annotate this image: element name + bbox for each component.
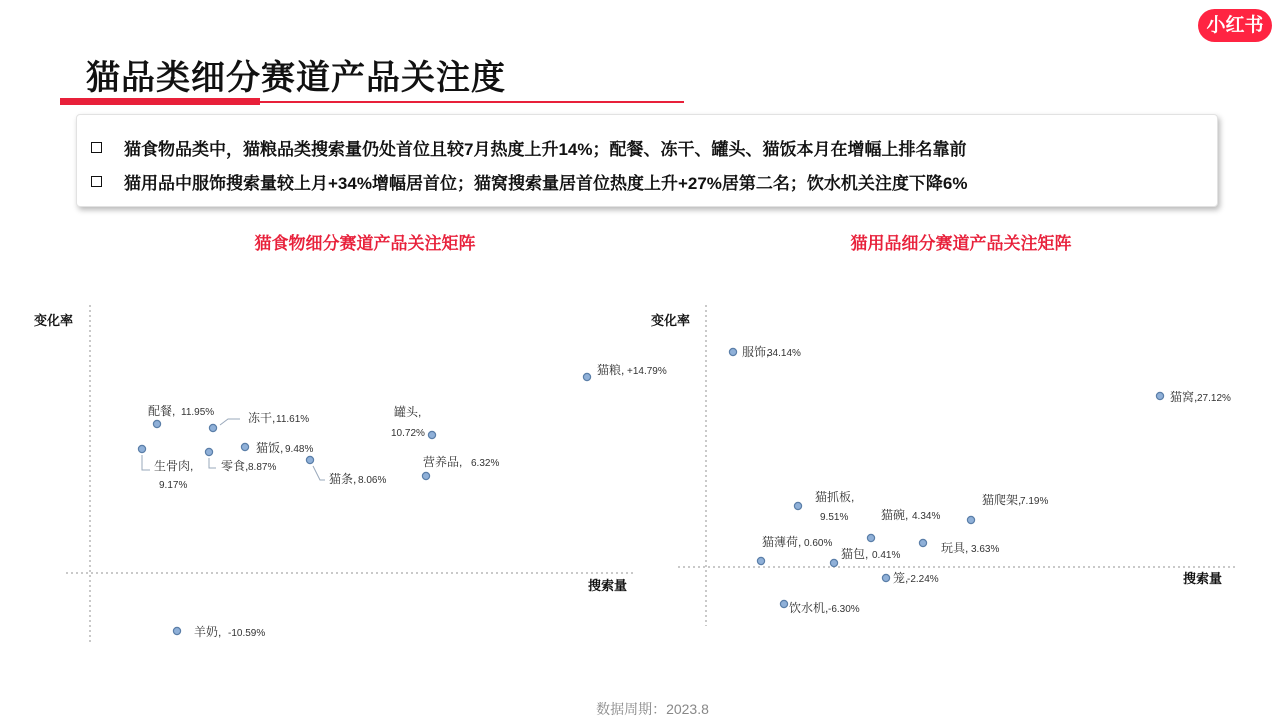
- xiaohongshu-logo: 小红书: [1198, 9, 1272, 42]
- point-value-label: 0.60%: [804, 538, 833, 549]
- data-point: [153, 420, 160, 427]
- x-axis-label: 搜索量: [1183, 571, 1223, 586]
- point-label: 玩具,: [941, 541, 969, 555]
- supplies-points: [729, 344, 1231, 615]
- point-label: 罐头,: [394, 405, 422, 419]
- point-label: 饮水机,: [789, 601, 829, 615]
- data-point: [241, 443, 248, 450]
- point-value-label: 7.19%: [1020, 496, 1049, 507]
- data-point: [138, 445, 145, 452]
- data-period-footer: 数据周期：2023.8: [596, 701, 709, 717]
- data-point: [794, 502, 801, 509]
- x-axis-label: 搜索量: [588, 578, 628, 593]
- data-point: [1156, 392, 1163, 399]
- point-label: 猫碗,: [881, 508, 909, 522]
- leader-line: [209, 458, 216, 468]
- data-point: [583, 373, 590, 380]
- point-label: 羊奶,: [194, 625, 222, 639]
- leader-line: [142, 455, 150, 470]
- y-axis-label: 变化率: [651, 313, 691, 328]
- point-value-label: 11.95%: [181, 407, 215, 418]
- point-value-label: 0.41%: [872, 550, 901, 561]
- food-chart: [34, 305, 667, 643]
- point-label: 猫窝,: [1170, 390, 1198, 404]
- point-label: 猫粮,: [597, 363, 625, 377]
- point-label: 配餐,: [148, 404, 176, 418]
- point-value-label: 34.14%: [767, 348, 801, 359]
- leader-line: [220, 419, 240, 425]
- summary-text: 猫用品中服饰搜索量较上月+34%增幅居首位；猫窝搜索量居首位热度上升+27%居第二名；饮水机关注度下降6%: [124, 174, 968, 193]
- point-label: 猫包,: [841, 547, 869, 561]
- point-value-label: 10.72%: [391, 428, 425, 439]
- supplies-chart-title: 猫用品细分赛道产品关注矩阵: [850, 234, 1072, 253]
- data-point: [882, 574, 889, 581]
- point-label: 营养品,: [423, 455, 463, 469]
- point-value-label: 4.34%: [912, 511, 941, 522]
- point-value-label: 6.32%: [471, 458, 500, 469]
- point-label: 猫饭,: [256, 441, 284, 455]
- data-point: [867, 534, 874, 541]
- point-label: 服饰,: [742, 345, 770, 359]
- point-value-label: +14.79%: [627, 366, 667, 377]
- data-point: [757, 557, 764, 564]
- supplies-chart: [651, 305, 1238, 626]
- point-label: 冻干,: [248, 411, 276, 425]
- point-value-label: 3.63%: [971, 544, 1000, 555]
- point-label: 猫薄荷,: [762, 535, 802, 549]
- data-point: [919, 539, 926, 546]
- point-label: 猫抓板,: [815, 490, 855, 504]
- point-value-label: -2.24%: [907, 574, 939, 585]
- point-value-label: 9.48%: [285, 444, 314, 455]
- food-points: [138, 362, 666, 639]
- data-point: [428, 431, 435, 438]
- data-point: [205, 448, 212, 455]
- data-point: [306, 456, 313, 463]
- data-point: [830, 559, 837, 566]
- point-value-label: 11.61%: [276, 414, 310, 425]
- y-axis-label: 变化率: [34, 313, 74, 328]
- data-point: [967, 516, 974, 523]
- point-label: 笼,: [893, 571, 909, 585]
- point-value-label: 8.06%: [358, 475, 387, 486]
- food-chart-title: 猫食物细分赛道产品关注矩阵: [254, 234, 476, 253]
- point-value-label: 9.17%: [159, 480, 188, 491]
- point-value-label: -10.59%: [228, 628, 266, 639]
- point-value-label: 9.51%: [820, 512, 849, 523]
- point-value-label: 27.12%: [1197, 393, 1231, 404]
- point-label: 猫条,: [329, 472, 357, 486]
- data-point: [422, 472, 429, 479]
- page-title: 猫品类细分赛道产品关注度: [86, 59, 506, 97]
- leader-line: [313, 466, 325, 480]
- data-point: [729, 348, 736, 355]
- point-value-label: -6.30%: [828, 604, 860, 615]
- data-point: [209, 424, 216, 431]
- point-label: 生骨肉,: [154, 459, 194, 473]
- data-point: [780, 600, 787, 607]
- summary-text: 猫食物品类中，猫粮品类搜索量仍处首位且较7月热度上升14%；配餐、冻干、罐头、猫饭本月在增幅上排名靠前: [124, 140, 967, 159]
- point-label: 猫爬架,: [982, 493, 1022, 507]
- data-point: [173, 627, 180, 634]
- point-value-label: 8.87%: [248, 462, 277, 473]
- point-label: 零食,: [221, 459, 249, 473]
